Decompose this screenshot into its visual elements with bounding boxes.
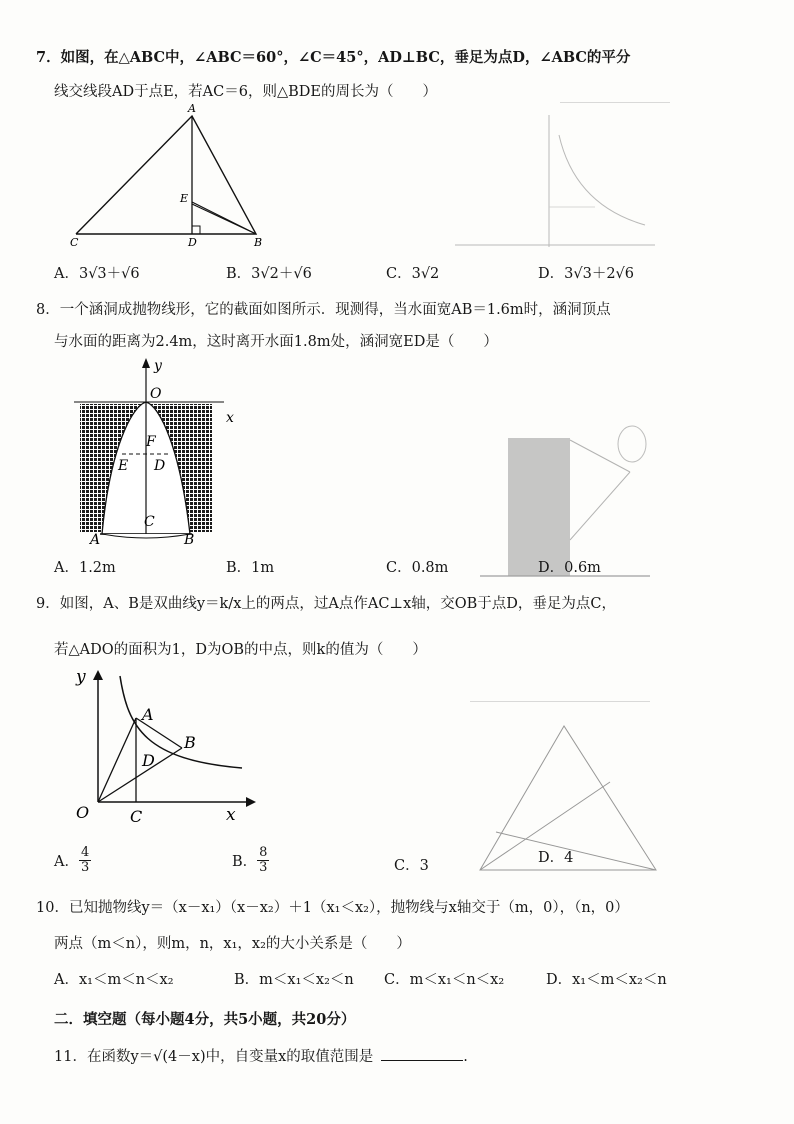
q9-options <box>54 846 754 886</box>
q7-label-B: B <box>254 236 263 249</box>
q9-label-A: A <box>142 705 154 724</box>
bleed-through-shadow <box>470 700 650 702</box>
q8-line1: 8．一个涵洞成抛物线形，它的截面如图所示．现测得，当水面宽AB＝1.6m时，涵洞顶点 <box>36 302 611 318</box>
q7-option-C[interactable]: C．3√2 <box>386 266 440 282</box>
q8-line2: 与水面的距离为2.4m，这时离开水面1.8m处，涵洞宽ED是（ ） <box>54 334 498 350</box>
q8-label-x: x <box>226 410 234 426</box>
q11-answer-blank[interactable] <box>381 1046 463 1061</box>
bleed-through-shadow <box>560 92 670 103</box>
q9-option-A[interactable]: A． $\frac{4}{3}$ <box>54 845 90 875</box>
q7-label-A: A <box>188 102 196 115</box>
section2-title: 二．填空题（每小题4分，共5小题，共20分） <box>54 1011 356 1028</box>
q9-option-B[interactable]: B． $\frac{8}{3}$ <box>232 845 268 875</box>
q10-line1: 10．已知抛物线y＝（x－x₁）（x－x₂）＋1（x₁＜x₂），抛物线与x轴交于（m，0），（n，0） <box>36 900 629 916</box>
q8-label-D: D <box>154 458 166 474</box>
q7-line2: 线交线段AD于点E，若AC＝6，则△BDE的周长为（ ） <box>54 84 437 100</box>
q7-option-A[interactable]: A．3√3＋√6 <box>54 266 140 282</box>
q8-culvert-figure <box>74 358 254 548</box>
q7-triangle-figure <box>66 102 266 250</box>
q8-option-D[interactable]: D．0.6m <box>538 560 601 576</box>
q10-option-D[interactable]: D．x₁＜m＜x₂＜n <box>546 972 667 988</box>
q7-option-D[interactable]: D．3√3＋2√6 <box>538 266 635 282</box>
bleed-through-graph <box>535 115 655 255</box>
q10-line2: 两点（m＜n），则m，n，x₁，x₂的大小关系是（ ） <box>54 936 411 952</box>
q9-label-x: x <box>226 805 236 825</box>
q9-label-y: y <box>76 667 86 687</box>
q8-option-A[interactable]: A．1.2m <box>54 560 116 576</box>
q9-label-O: O <box>76 803 90 822</box>
q9-label-C: C <box>130 807 143 826</box>
q11-question: 11．在函数y＝√(4－x)中，自变量x的取值范围是 . <box>54 1046 468 1067</box>
q9-line1: 9．如图，A、B是双曲线y＝k/x上的两点，过A点作AC⊥x轴，交OB于点D，垂足为点C， <box>36 596 617 612</box>
q9-line2: 若△ADO的面积为1，D为OB的中点，则k的值为（ ） <box>54 642 427 658</box>
q8-label-E: E <box>118 458 129 474</box>
q8-label-C: C <box>144 514 155 530</box>
q8-option-B[interactable]: B．1m <box>226 560 275 576</box>
q8-label-F: F <box>146 434 156 450</box>
q8-option-C[interactable]: C．0.8m <box>386 560 449 576</box>
q10-option-B[interactable]: B．m＜x₁＜x₂＜n <box>234 972 354 988</box>
q9-hyperbola-figure <box>76 668 276 838</box>
q9-option-D[interactable]: D．4 <box>538 850 574 866</box>
q8-label-B: B <box>184 532 195 548</box>
q7-line1: 7．如图，在△ABC中，∠ABC＝60°，∠C＝45°，AD⊥BC，垂足为点D，∠ABC的平分 <box>36 49 631 66</box>
q7-label-E: E <box>180 192 189 205</box>
q9-option-C[interactable]: C．3 <box>394 858 429 874</box>
q8-label-O: O <box>150 386 162 402</box>
q7-label-D: D <box>188 236 197 249</box>
q9-label-D: D <box>142 751 155 770</box>
q10-option-A[interactable]: A．x₁＜m＜n＜x₂ <box>54 972 174 988</box>
q7-option-B[interactable]: B．3√2＋√6 <box>226 266 312 282</box>
q11-text: 11．在函数y＝√(4－x)中，自变量x的取值范围是 <box>54 1049 374 1065</box>
q10-option-C[interactable]: C．m＜x₁＜n＜x₂ <box>384 972 505 988</box>
q8-label-A: A <box>90 532 101 548</box>
q8-label-y: y <box>154 358 162 374</box>
q9-label-B: B <box>184 733 196 752</box>
q7-label-C: C <box>70 236 79 249</box>
